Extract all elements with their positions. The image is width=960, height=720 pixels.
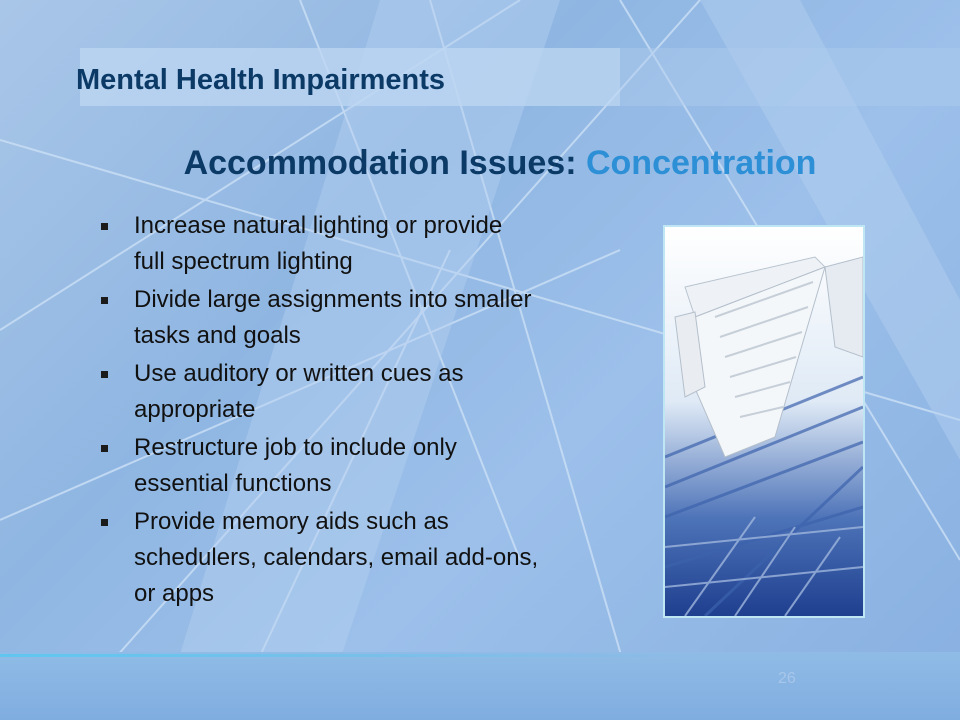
bullet-item — [100, 504, 620, 612]
bullet-text: full spectrum lighting — [134, 248, 353, 275]
bullet-item — [100, 282, 620, 354]
bullet-text: Restructure job to include only — [134, 434, 457, 461]
bullet-text: Increase natural lighting or provide — [134, 212, 503, 239]
subtitle-accent: Concentration — [585, 144, 817, 182]
bullet-marker — [101, 445, 108, 452]
slide-subtitle — [0, 144, 960, 183]
bullet-text: Provide memory aids such as — [134, 508, 449, 535]
bullet-text: Use auditory or written cues as — [134, 360, 464, 387]
bullet-text: appropriate — [134, 396, 256, 423]
light-fixture-photo — [663, 225, 865, 618]
bullet-list — [100, 208, 620, 614]
bullet-marker — [101, 297, 108, 304]
footer-band — [0, 652, 960, 720]
bullet-text: essential functions — [134, 470, 332, 497]
slide-title: Mental Health Impairments — [76, 64, 446, 96]
bullet-text: Divide large assignments into smaller — [134, 286, 532, 313]
bullet-text: or apps — [134, 580, 215, 607]
page-number: 26 — [778, 670, 796, 687]
bullet-text: tasks and goals — [134, 322, 301, 349]
bullet-text: schedulers, calendars, email add-ons, — [134, 544, 539, 571]
bullet-marker — [101, 223, 108, 230]
footer-accent-line — [0, 654, 700, 657]
bullet-marker — [101, 371, 108, 378]
bullet-item — [100, 430, 620, 502]
bullet-marker — [101, 519, 108, 526]
light-fixture-illustration — [665, 227, 863, 616]
title-band-extension — [620, 48, 960, 106]
subtitle-main: Accommodation Issues: — [183, 144, 586, 182]
bullet-item — [100, 208, 620, 280]
bullet-item — [100, 356, 620, 428]
